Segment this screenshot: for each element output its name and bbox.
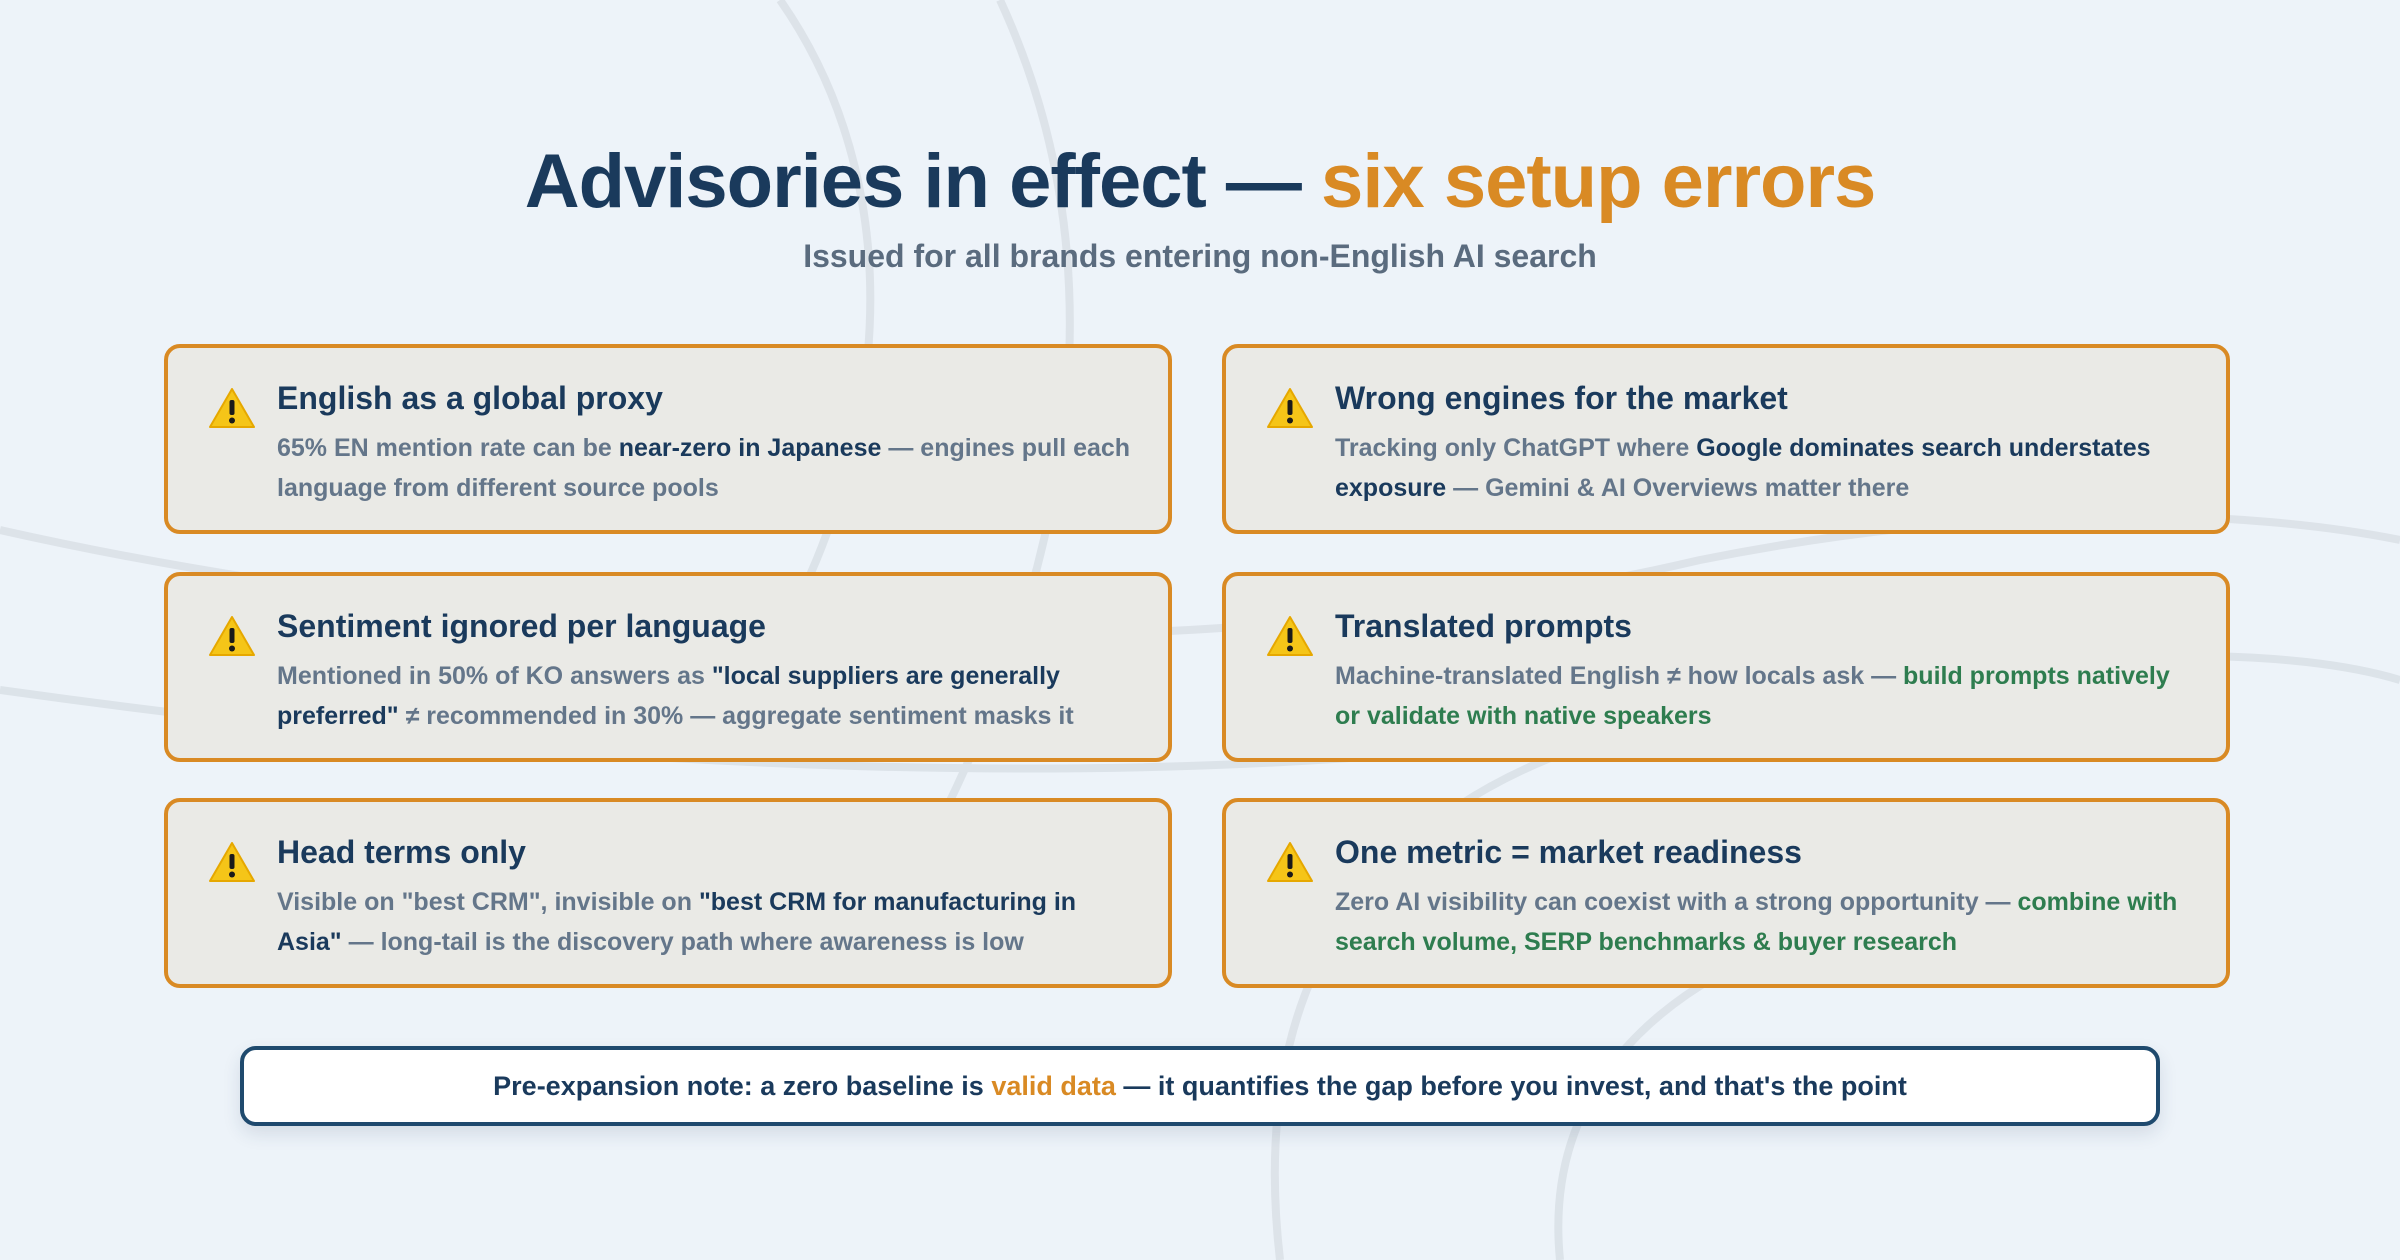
advisory-card: [164, 344, 1172, 534]
title-accent: six setup errors: [1321, 139, 1876, 224]
advisory-body-emphasis: "best CRM for manufacturing in Asia": [277, 888, 1077, 956]
pre-expansion-note: [240, 1046, 2160, 1126]
advisory-card: [1222, 572, 2230, 762]
advisory-title: Head terms only: [277, 834, 526, 870]
advisory-card: [1222, 798, 2230, 988]
advisory-body-text: Mentioned in 50% of KO answers as: [277, 662, 712, 690]
advisory-body: [277, 882, 1132, 962]
warning-icon: [1266, 840, 1314, 884]
page-title: [0, 134, 2400, 230]
advisory-recommendation: combine with search volume, SERP benchmarks & buyer research: [1335, 888, 2178, 956]
advisory-body: [277, 656, 1132, 736]
note-text: Pre-expansion note: a zero baseline is: [493, 1071, 992, 1101]
warning-icon: [1266, 386, 1314, 430]
advisory-title: Sentiment ignored per language: [277, 608, 766, 644]
advisory-title: Translated prompts: [1335, 608, 1632, 644]
warning-icon: [208, 386, 256, 430]
advisory-recommendation: build prompts natively or validate with native speakers: [1335, 662, 2170, 730]
advisory-body-text: — Gemini & AI Overviews matter there: [1446, 474, 1910, 502]
advisory-body-text: — long-tail is the discovery path where awareness is low: [341, 928, 1024, 956]
advisory-title: English as a global proxy: [277, 380, 663, 416]
advisory-body-text: ≠ recommended in 30% — aggregate sentiment masks it: [398, 702, 1074, 730]
warning-icon: [1266, 614, 1314, 658]
advisory-title: Wrong engines for the market: [1335, 380, 1788, 416]
page-subtitle: Issued for all brands entering non-English AI search: [803, 238, 1597, 274]
note-accent: valid data: [991, 1071, 1116, 1101]
advisory-body-emphasis: "local suppliers are generally preferred": [277, 662, 1060, 730]
advisory-body-text: — engines pull each language from different source pools: [277, 434, 1131, 502]
advisory-body-emphasis: near-zero in Japanese: [618, 434, 882, 462]
note-text: — it quantifies the gap before you invest, and that's the point: [1115, 1071, 1907, 1101]
advisory-card: [164, 798, 1172, 988]
advisory-body: [1335, 882, 2190, 962]
advisory-body: [1335, 428, 2190, 508]
advisory-body-text: Visible on "best CRM", invisible on: [277, 888, 699, 916]
advisory-card: [1222, 344, 2230, 534]
advisory-body-text: 65% EN mention rate can be: [277, 434, 619, 462]
advisory-body-emphasis: Google dominates search understates exposure: [1335, 434, 2151, 502]
advisory-card: [164, 572, 1172, 762]
warning-icon: [208, 614, 256, 658]
advisory-body-text: Tracking only ChatGPT where: [1335, 434, 1697, 462]
advisory-body-text: Zero AI visibility can coexist with a strong opportunity —: [1335, 888, 2018, 916]
advisory-body-text: Machine-translated English ≠ how locals ask —: [1335, 662, 1904, 690]
title-main: Advisories in effect —: [524, 139, 1301, 224]
advisory-body: [1335, 656, 2190, 736]
warning-icon: [208, 840, 256, 884]
advisory-body: [277, 428, 1132, 508]
advisory-title: One metric = market readiness: [1335, 834, 1802, 870]
